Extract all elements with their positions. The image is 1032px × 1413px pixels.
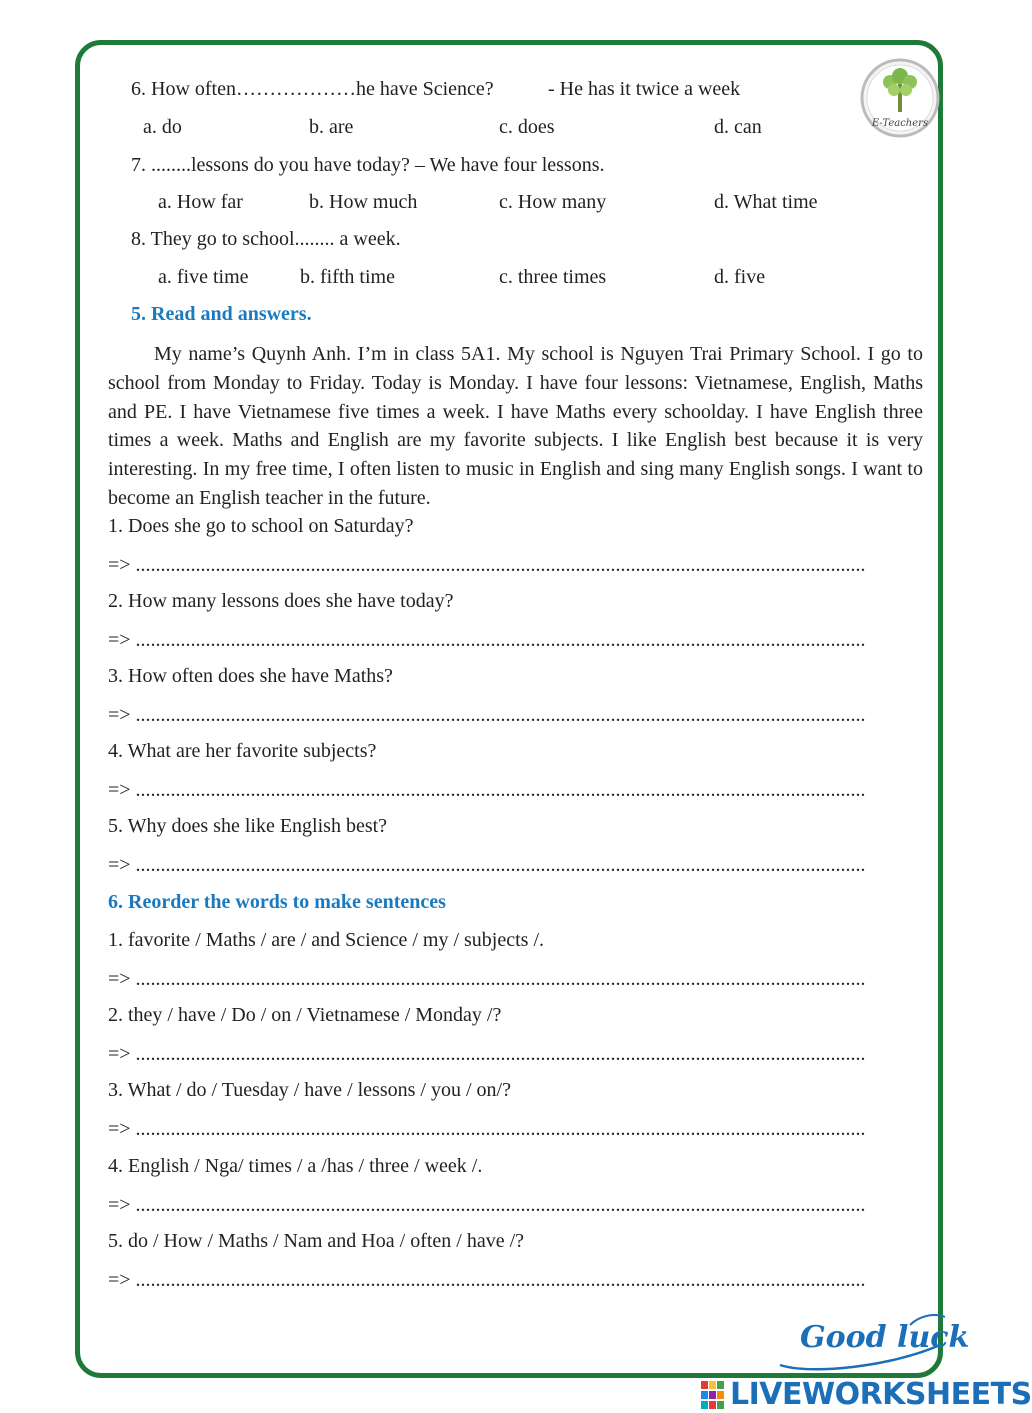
s5-answer-line-1[interactable]: => .................................................................................................................................................. (108, 554, 866, 576)
good-luck-signature (770, 1305, 970, 1380)
s5-answer-line-5[interactable]: => .................................................................................................................................................. (108, 854, 866, 876)
q8-question: 8. They go to school........ a week. (131, 228, 401, 250)
s6-answer-line-4[interactable]: => .................................................................................................................................................. (108, 1194, 866, 1216)
reading-passage: My name’s Quynh Anh. I’m in class 5A1. My school is Nguyen Trai Primary School. I go to school from Monday to Friday. Today is Monday. I have four lessons: Vietnamese, English, Maths and PE. I have Vietnamese five times a week. I have Maths every schoolday. I have English three times a week. Maths and English are my favorite subjects. I like English best because it is very interesting. In my free time, I often listen to music in English and sing many English songs. I want to become an English teacher in the future. (108, 343, 923, 509)
s5-question-4: 4. What are her favorite subjects? (108, 740, 377, 762)
q7-option-d[interactable]: d. What time (714, 191, 818, 213)
s6-item-4: 4. English / Nga/ times / a /has / three / week /. (108, 1155, 483, 1177)
e-teachers-logo (860, 56, 940, 140)
q7-option-a[interactable]: a. How far (158, 191, 243, 213)
q8-option-b[interactable]: b. fifth time (300, 266, 395, 288)
q6-answer-hint: - He has it twice a week (548, 78, 741, 100)
q8-option-c[interactable]: c. three times (499, 266, 607, 288)
s6-answer-line-2[interactable]: => .................................................................................................................................................. (108, 1043, 866, 1065)
section6-heading: 6. Reorder the words to make sentences (108, 891, 446, 913)
s6-answer-line-3[interactable]: => .................................................................................................................................................. (108, 1118, 866, 1140)
liveworksheets-logo-icon (700, 1380, 726, 1410)
q8-option-d[interactable]: d. five (714, 266, 766, 288)
q7-option-b[interactable]: b. How much (309, 191, 418, 213)
q6-option-b[interactable]: b. are (309, 116, 354, 138)
q7-option-c[interactable]: c. How many (499, 191, 607, 213)
s5-question-2: 2. How many lessons does she have today? (108, 590, 454, 612)
s5-answer-line-2[interactable]: => .................................................................................................................................................. (108, 629, 866, 651)
q7-question: 7. ........lessons do you have today? – We have four lessons. (131, 154, 605, 176)
q8-option-a[interactable]: a. five time (158, 266, 249, 288)
logo-text: E-Teachers (871, 118, 929, 129)
q6-option-c[interactable]: c. does (499, 116, 555, 138)
s6-item-1: 1. favorite / Maths / are / and Science / my / subjects /. (108, 929, 544, 951)
s6-item-2: 2. they / have / Do / on / Vietnamese / Monday /? (108, 1004, 502, 1026)
liveworksheets-text: LIVEWORKSHEETS (730, 1377, 1032, 1412)
q6-question: 6. How often………………he have Science? (131, 78, 494, 100)
s5-question-3: 3. How often does she have Maths? (108, 665, 393, 687)
s5-answer-line-4[interactable]: => .................................................................................................................................................. (108, 779, 866, 801)
q6-option-d[interactable]: d. can (714, 116, 762, 138)
s5-question-1: 1. Does she go to school on Saturday? (108, 515, 414, 537)
s6-answer-line-5[interactable]: => .................................................................................................................................................. (108, 1269, 866, 1291)
good-luck-text: Good luck (800, 1320, 970, 1355)
section5-heading: 5. Read and answers. (131, 303, 312, 325)
s6-item-5: 5. do / How / Maths / Nam and Hoa / often / have /? (108, 1230, 525, 1252)
s6-answer-line-1[interactable]: => .................................................................................................................................................. (108, 968, 866, 990)
s5-answer-line-3[interactable]: => .................................................................................................................................................. (108, 704, 866, 726)
s6-item-3: 3. What / do / Tuesday / have / lessons / you / on/? (108, 1079, 511, 1101)
s5-question-5: 5. Why does she like English best? (108, 815, 388, 837)
liveworksheets-brand (700, 1377, 1032, 1412)
q6-option-a[interactable]: a. do (143, 116, 182, 138)
